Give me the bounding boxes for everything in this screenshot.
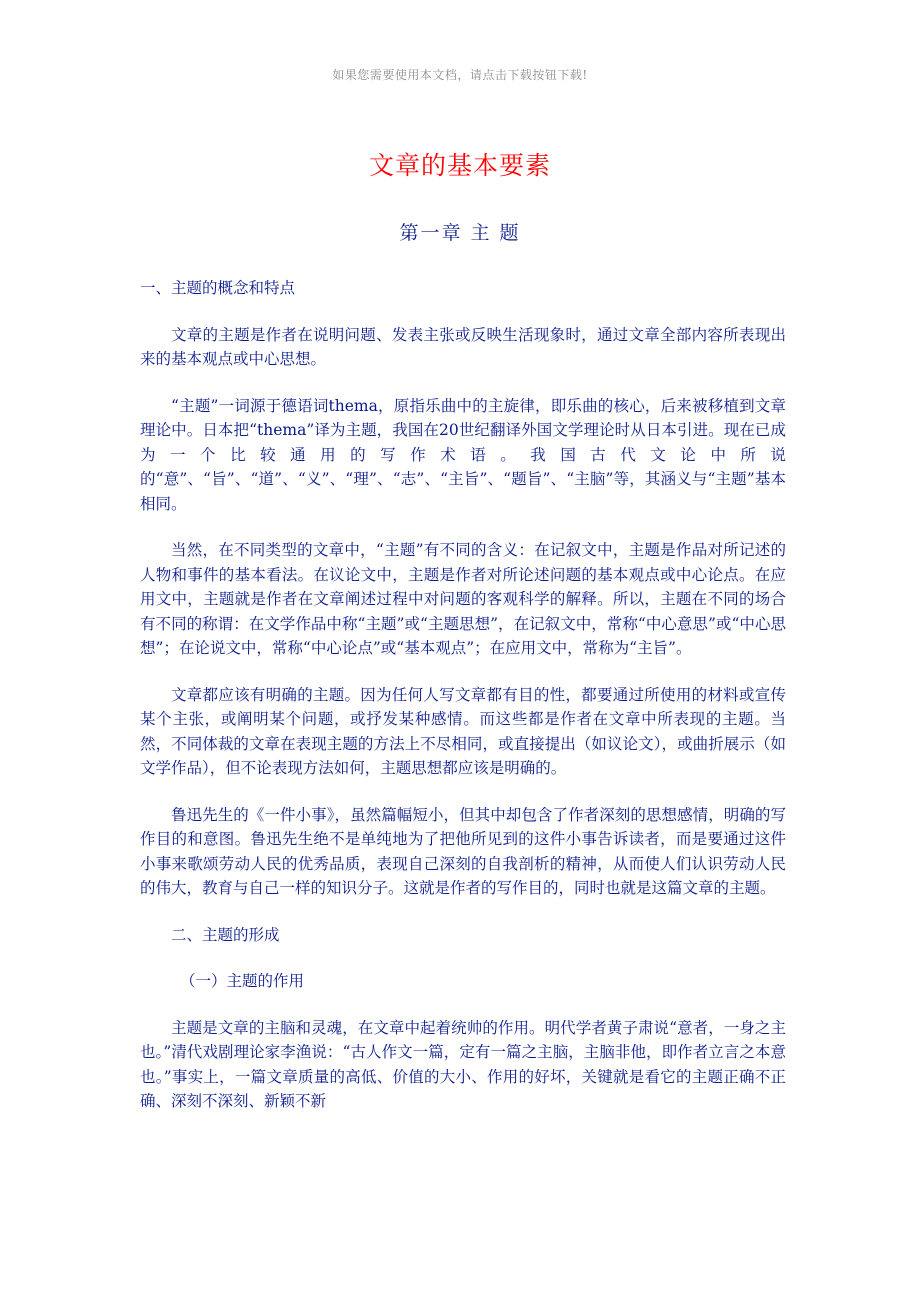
subsection-heading-1: （一）主题的作用: [180, 972, 305, 990]
document-title: 文章的基本要素: [368, 151, 551, 180]
paragraph-3: 当然，在不同类型的文章中，“主题”有不同的含义：在记叙文中，主题是作品对所记述的人物和事件的基本看法。在议论文中，主题是作者对所论述问题的基本观点或中心论点。在应用文中，主题就是作者在文章阐述过程中对问题的客观科学的解释。所以，主题在不同的场合有不同的称谓：在文学作品中称“主题”或“主题思想”，在记叙文中，常称“中心意思”或“中心思想”；在论说文中，常称“中心论点”或“基本观点”；在应用文中，常称为“主旨”。: [140, 541, 786, 657]
paragraph-4: 文章都应该有明确的主题。因为任何人写文章都有目的性，都要通过所使用的材料或宣传某个主张，或阐明某个问题，或抒发某种感情。而这些都是作者在文章中所表现的主题。当然，不同体裁的文章在表现主题的方法上不尽相同，或直接提出（如议论文），或曲折展示（如文学作品），但不论表现方法如何，主题思想都应该是明确的。: [140, 685, 786, 777]
paragraph-1: 文章的主题是作者在说明问题、发表主张或反映生活现象时，通过文章全部内容所表现出来的基本观点或中心思想。: [140, 325, 786, 368]
paragraph-6: 主题是文章的主脑和灵魂，在文章中起着统帅的作用。明代学者黄子肃说“意者，一身之主也。”清代戏剧理论家李渔说：“古人作文一篇，定有一篇之主脑，主脑非他，即作者立言之本意也。”事实上，一篇文章质量的高低、价值的大小、作用的好坏，关键就是看它的主题正确不正确、深刻不深刻、新颖不新: [140, 1018, 786, 1110]
paragraph-2: “主题”一词源于德语词thema，原指乐曲中的主旋律，即乐曲的核心，后来被移植到文章理论中。日本把“thema”译为主题，我国在20世纪翻译外国文学理论时从日本引进。现在已成为一个比较通用的写作术语。我国古代文论中所说的“意”、“旨”、“道”、“义”、“理”、“志”、“主旨”、“题旨”、“主脑”等，其涵义与“主题”基本相同。: [140, 396, 786, 513]
section-heading-2: 二、主题的形成: [171, 925, 280, 944]
download-watermark: 如果您需要使用本文档，请点击下载按钮下载!: [332, 68, 588, 82]
section-heading-1: 一、主题的概念和特点: [140, 279, 296, 297]
chapter-heading: 第一章 主 题: [399, 222, 521, 244]
document-body: [140, 276, 786, 1136]
paragraph-5: 鲁迅先生的《一件小事》，虽然篇幅短小，但其中却包含了作者深刻的思想感情，明确的写作目的和意图。鲁迅先生绝不是单纯地为了把他所见到的这件小事告诉读者，而是要通过这件小事来歌颂劳动人民的优秀品质，表现自己深刻的自我剖析的精神，从而使人们认识劳动人民的伟大，教育与自己一样的知识分子。这就是作者的写作目的，同时也就是这篇文章的主题。: [140, 805, 786, 897]
